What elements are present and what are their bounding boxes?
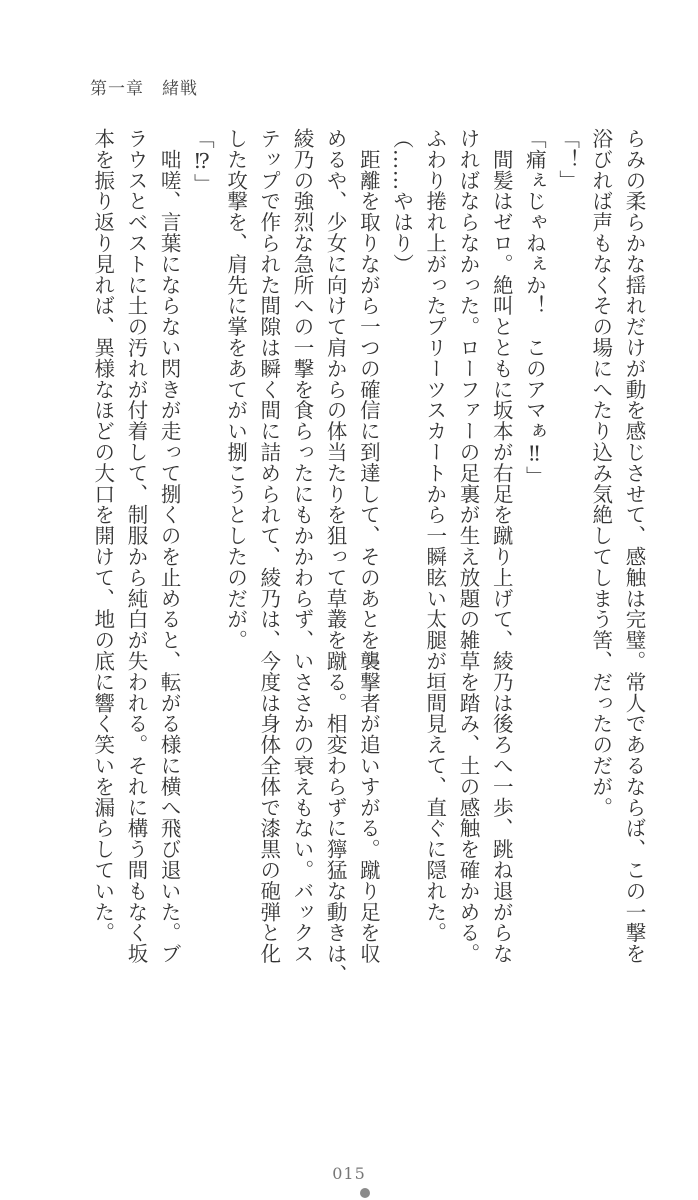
text-line: 間髪はゼロ。絶叫とともに坂本が右足を蹴り上げて、綾乃は後ろへ一歩、跳ね退がらな (489, 128, 514, 964)
text-line: 綾乃の強烈な急所への一撃を食らったにもかかわらず、いささかの衰えもない。バックス (289, 128, 314, 964)
text-line: らみの柔らかな揺れだけが動を感じさせて、感触は完璧。常人であるならば、この一撃を (622, 128, 646, 964)
text-line: ければならなかった。ローファーの足裏が生え放題の雑草を踏み、土の感触を確かめる。 (455, 128, 480, 964)
text-line: 「！」 (555, 128, 580, 191)
page-indicator-dot (360, 1188, 370, 1198)
text-line: 距離を取りながら一つの確信に到達して、そのあとを襲撃者が追いすがる。蹴り足を収 (356, 128, 381, 964)
text-line: テップで作られた間隙は瞬く間に詰められて、綾乃は、今度は身体全体で漆黒の砲弾と化 (256, 128, 281, 964)
text-line: した攻撃を、肩先に掌をあてがい捌こうとしたのだが。 (223, 128, 248, 651)
text-line: 浴びれば声もなくその場にへたり込み気絶してしまう筈、だったのだが。 (588, 128, 613, 818)
page-number: 015 (332, 1164, 366, 1183)
text-line: ラウスとベストに土の汚れが付着して、制服から純白が失われる。それに構う間もなく坂 (123, 128, 148, 964)
text-line: 「痛ぇじゃねぇか！ このアマぁ‼」 (522, 128, 547, 487)
text-line: （……やはり） (389, 128, 414, 275)
text-line: 本を振り返り見れば、異様なほどの大口を開けて、地の底に響く笑いを漏らしていた。 (90, 128, 115, 944)
running-head: 第一章 緒戦 (90, 79, 198, 99)
text-line: めるや、少女に向けて肩からの体当たりを狙って草叢を蹴る。相変わらずに獰猛な動きは、 (323, 128, 348, 985)
text-line: ふわり捲れ上がったプリーツスカートから一瞬眩い太腿が垣間見えて、直ぐに隠れた。 (422, 128, 447, 944)
text-line: 咄嗟、言葉にならない閃きが走って捌くのを止めると、転がる様に横へ飛び退いた。ブ (157, 128, 182, 964)
text-line: 「⁉」 (190, 128, 215, 195)
vertical-text-body (86, 128, 650, 988)
